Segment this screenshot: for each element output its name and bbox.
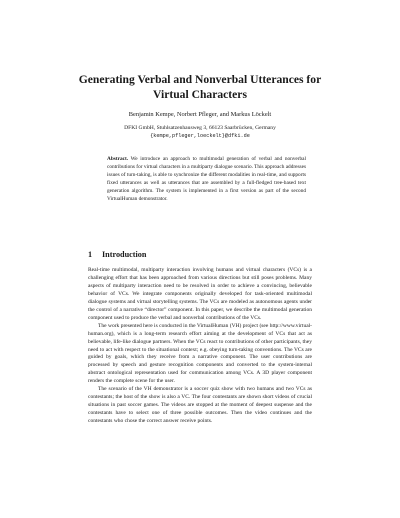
paragraph: The scenario of the VH demonstrator is a soccer quiz show with two humans and two VCs as contestants; the host of the show is also a VC. The four contestants are shown short videos of crucial situations in past soccer games. The videos are stopped at the moment of deepest suspense and the contestants have to select one of three possible outcomes. Then the video continues and the contestants who chose the correct answer receive points. bbox=[88, 386, 312, 425]
body-text bbox=[88, 267, 312, 426]
author-list: Benjamin Kempe, Norbert Pfleger, and Markus Löckelt bbox=[128, 111, 272, 118]
section-heading bbox=[88, 250, 146, 260]
paragraph: The work presented here is conducted in the VirtualHuman (VH) project (see http://www.virtual-human.org), which is a long-term research effort aiming at the development of VCs that act as believable, life-like dialogue partners. When the VCs react to contributions of other participants, they need to act with respect to the situational context; e.g. obeying turn-taking conventions. The VCs are guided by goals, which they receive from a narrative component. The user contributions are processed by speech and gesture recognition components and converted to the system-internal abstract ontological representation used for communication among VCs. A 3D player component renders the complete scene for the user. bbox=[88, 322, 312, 385]
section-number: 1 bbox=[88, 250, 93, 259]
abstract-label: Abstract. bbox=[107, 156, 129, 162]
abstract bbox=[107, 156, 306, 203]
paragraph: Real-time multimodal, multiparty interaction involving humans and virtual characters (VCs) is a challenging effort that has been approached from various directions but still poses problems. Many aspects of multiparty interaction need to be resolved in order to achieve a convincing, believable behavior of VCs. We integrate components originally developed for task-oriented multimodal dialogue systems and virtual storytelling systems. The VCs are modeled as autonomous agents under the control of a narrative “director” component. In this paper, we describe the multimodal generation component used to produce the verbal and nonverbal contributions of the VCs. bbox=[88, 267, 312, 321]
abstract-text: We introduce an approach to multimodal generation of verbal and nonverbal contributions for virtual characters in a multiparty dialogue scenario. This approach addresses issues of turn-taking, is able to synchronize the different modalities in real-time, and supports fixed utterances as well as utterances that are assembled by a full-fledged tree-based text generation algorithm. The system is implemented in a first version as part of the second VirtualHuman demonstrator. bbox=[107, 156, 307, 202]
author-email: {kempe,pfleger,loeckelt}@dfki.de bbox=[150, 133, 250, 139]
section-title: Introduction bbox=[102, 250, 147, 259]
affiliation: DFKI GmbH, Stuhlsatzenhausweg 3, 66123 Saarbrücken, Germany bbox=[124, 125, 276, 131]
paper-title: Generating Verbal and Nonverbal Utterances for Virtual Characters bbox=[78, 73, 322, 101]
